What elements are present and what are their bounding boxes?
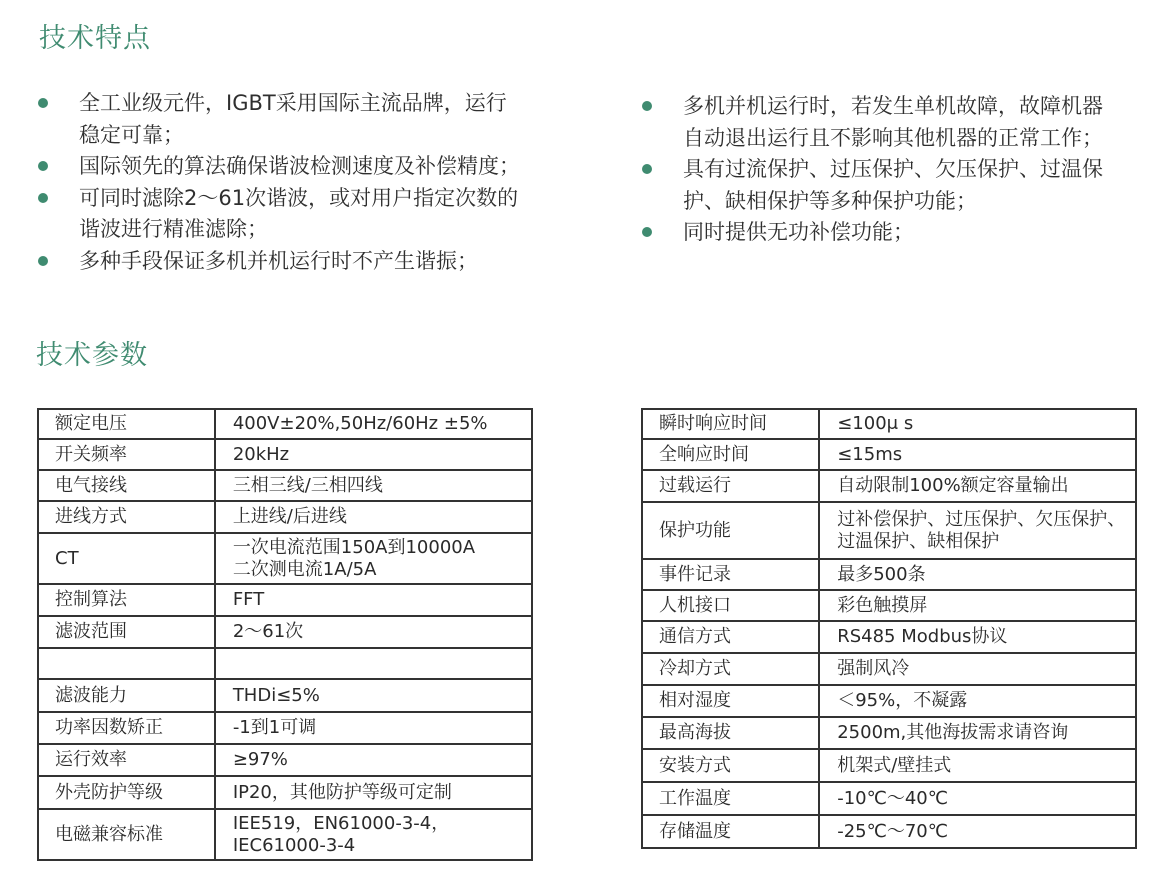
spec-value-line: 过补偿保护、过压保护、欠压保护、 xyxy=(837,508,1126,530)
spec-row xyxy=(38,409,532,439)
spec-value-line: -10℃～40℃ xyxy=(837,787,948,809)
spec-row xyxy=(38,616,532,648)
spec-label: 最高海拔 xyxy=(642,717,819,749)
spec-row xyxy=(642,815,1136,848)
feature-line: 自动退出运行且不影响其他机器的正常工作； xyxy=(683,125,1103,150)
feature-line: 稳定可靠； xyxy=(79,122,184,147)
spec-label: 瞬时响应时间 xyxy=(642,409,819,439)
spec-row xyxy=(38,679,532,712)
bullet-dot-icon xyxy=(38,256,48,266)
spec-value-line: IP20，其他防护等级可定制 xyxy=(232,781,452,803)
spec-value-line: 自动限制100%额定容量输出 xyxy=(837,475,1069,496)
spec-table-right xyxy=(641,408,1137,849)
spec-label: 全响应时间 xyxy=(642,439,819,470)
spec-value xyxy=(819,502,1136,559)
bullet-dot-icon xyxy=(38,193,48,203)
spec-row xyxy=(38,584,532,616)
spec-value-line: 过温保护、缺相保护 xyxy=(837,530,1000,552)
spec-value-line: THDi≤5% xyxy=(232,684,320,706)
feature-line: 谐波进行精准滤除； xyxy=(79,217,268,241)
spec-row xyxy=(642,621,1136,653)
spec-row xyxy=(642,439,1136,470)
params-title: 技术参数 xyxy=(36,340,148,371)
spec-label: 进线方式 xyxy=(38,501,215,533)
spec-row xyxy=(642,717,1136,749)
spec-label: 人机接口 xyxy=(642,590,819,621)
feature-item xyxy=(37,88,597,151)
spec-label: 存储温度 xyxy=(642,815,819,848)
spec-value-line: 机架式/壁挂式 xyxy=(837,754,952,776)
spec-value-line: ＜95%，不凝露 xyxy=(837,690,968,711)
spec-value-line: 20kHz xyxy=(232,443,290,465)
spec-label: 事件记录 xyxy=(642,559,819,590)
spec-label: 冷却方式 xyxy=(642,653,819,685)
spec-value-line: 强制风冷 xyxy=(837,658,910,679)
bullet-dot-icon xyxy=(642,101,652,111)
spec-label: 开关频率 xyxy=(38,439,215,470)
bullet-dot-icon xyxy=(642,164,652,174)
spec-label: 滤波能力 xyxy=(38,679,215,712)
spec-label: 相对湿度 xyxy=(642,685,819,717)
feature-line: 国际领先的算法确保谐波检测速度及补偿精度； xyxy=(79,154,520,178)
spec-label: 保护功能 xyxy=(642,502,819,559)
spec-value-line: 最多500条 xyxy=(837,563,926,585)
spec-value xyxy=(819,439,1136,470)
spec-value-line: 彩色触摸屏 xyxy=(837,594,928,616)
spec-value-line: -25℃～70℃ xyxy=(837,820,948,842)
feature-line: 具有过流保护、过压保护、欠压保护、过温保 xyxy=(683,157,1103,181)
spec-label: 电气接线 xyxy=(38,470,215,501)
spec-value xyxy=(215,533,532,584)
feature-line: 多机并机运行时，若发生单机故障，故障机器 xyxy=(683,94,1103,118)
spec-row xyxy=(642,749,1136,782)
spec-row xyxy=(642,590,1136,621)
features-list-left xyxy=(37,88,597,277)
spec-value-line: 2500m,其他海拔需求请咨询 xyxy=(837,722,1069,743)
spec-value xyxy=(215,648,532,679)
spec-row xyxy=(642,653,1136,685)
spec-value-line: 一次电流范围150A到10000A xyxy=(232,536,476,558)
spec-label: 外壳防护等级 xyxy=(38,776,215,809)
spec-value xyxy=(819,621,1136,653)
spec-value-line: 400V±20%,50Hz/60Hz ±5% xyxy=(232,413,488,434)
spec-value xyxy=(819,559,1136,590)
spec-value xyxy=(819,815,1136,848)
spec-row xyxy=(38,776,532,809)
bullet-dot-icon xyxy=(38,161,48,171)
spec-row xyxy=(38,744,532,776)
spec-label: 工作温度 xyxy=(642,782,819,815)
feature-line: 护、缺相保护等多种保护功能； xyxy=(683,188,977,213)
spec-value-line: ≥97% xyxy=(232,749,288,770)
spec-table-left xyxy=(37,408,533,861)
spec-value-line: ≤100μ s xyxy=(837,413,914,434)
spec-value xyxy=(215,616,532,648)
spec-value xyxy=(215,470,532,501)
bullet-dot-icon xyxy=(642,227,652,237)
spec-value xyxy=(215,439,532,470)
spec-value xyxy=(819,717,1136,749)
spec-value-line: RS485 Modbus协议 xyxy=(837,626,1008,647)
feature-line: 全工业级元件，IGBT采用国际主流品牌，运行 xyxy=(79,91,507,115)
spec-row xyxy=(642,470,1136,502)
spec-label: 电磁兼容标准 xyxy=(38,809,215,860)
feature-item xyxy=(37,183,597,246)
features-title: 技术特点 xyxy=(39,23,151,54)
feature-item xyxy=(641,91,1156,154)
spec-value-line: IEE519，EN61000-3-4， xyxy=(232,812,450,834)
spec-row xyxy=(642,409,1136,439)
spec-label: 运行效率 xyxy=(38,744,215,776)
feature-item xyxy=(641,154,1156,217)
spec-value xyxy=(215,712,532,744)
spec-value xyxy=(819,470,1136,502)
spec-row xyxy=(38,809,532,860)
spec-row xyxy=(642,685,1136,717)
spec-row xyxy=(38,712,532,744)
spec-label: 通信方式 xyxy=(642,621,819,653)
feature-line: 可同时滤除2～61次谐波，或对用户指定次数的 xyxy=(79,185,519,210)
spec-label: 安装方式 xyxy=(642,749,819,782)
spec-value xyxy=(215,584,532,616)
spec-row xyxy=(38,470,532,501)
feature-line: 同时提供无功补偿功能； xyxy=(683,220,914,244)
spec-label: 滤波范围 xyxy=(38,616,215,648)
spec-value xyxy=(819,409,1136,439)
spec-row xyxy=(38,501,532,533)
spec-value xyxy=(819,749,1136,782)
spec-value-line: 三相三线/三相四线 xyxy=(232,474,383,496)
spec-value xyxy=(215,744,532,776)
spec-value xyxy=(819,590,1136,621)
spec-label: 额定电压 xyxy=(38,409,215,439)
spec-label: 功率因数矫正 xyxy=(38,712,215,744)
spec-value xyxy=(215,409,532,439)
spec-value-line: -1到1可调 xyxy=(232,717,317,738)
spec-value xyxy=(819,782,1136,815)
spec-value-line: ≤15ms xyxy=(837,443,903,465)
spec-label: 控制算法 xyxy=(38,584,215,616)
feature-item xyxy=(37,151,597,183)
spec-row xyxy=(38,439,532,470)
spec-value xyxy=(215,809,532,860)
spec-row xyxy=(38,533,532,584)
spec-row xyxy=(642,559,1136,590)
spec-label: 过载运行 xyxy=(642,470,819,502)
spec-value-line: 2～61次 xyxy=(232,621,304,642)
spec-value-line: 上进线/后进线 xyxy=(232,506,347,527)
spec-label: CT xyxy=(38,533,215,584)
spec-label xyxy=(38,648,215,679)
feature-item xyxy=(37,246,597,278)
spec-value-line: IEC61000-3-4 xyxy=(232,834,356,856)
spec-value-line: FFT xyxy=(232,589,265,610)
spec-row xyxy=(38,648,532,679)
spec-value xyxy=(215,679,532,712)
spec-value xyxy=(215,776,532,809)
bullet-dot-icon xyxy=(38,98,48,108)
spec-row xyxy=(642,502,1136,559)
feature-line: 多种手段保证多机并机运行时不产生谐振； xyxy=(79,248,478,273)
feature-item xyxy=(641,217,1156,249)
spec-value xyxy=(215,501,532,533)
spec-value-line: 二次测电流1A/5A xyxy=(232,558,377,580)
spec-value xyxy=(819,653,1136,685)
features-list-right xyxy=(641,91,1156,249)
spec-row xyxy=(642,782,1136,815)
spec-value xyxy=(819,685,1136,717)
